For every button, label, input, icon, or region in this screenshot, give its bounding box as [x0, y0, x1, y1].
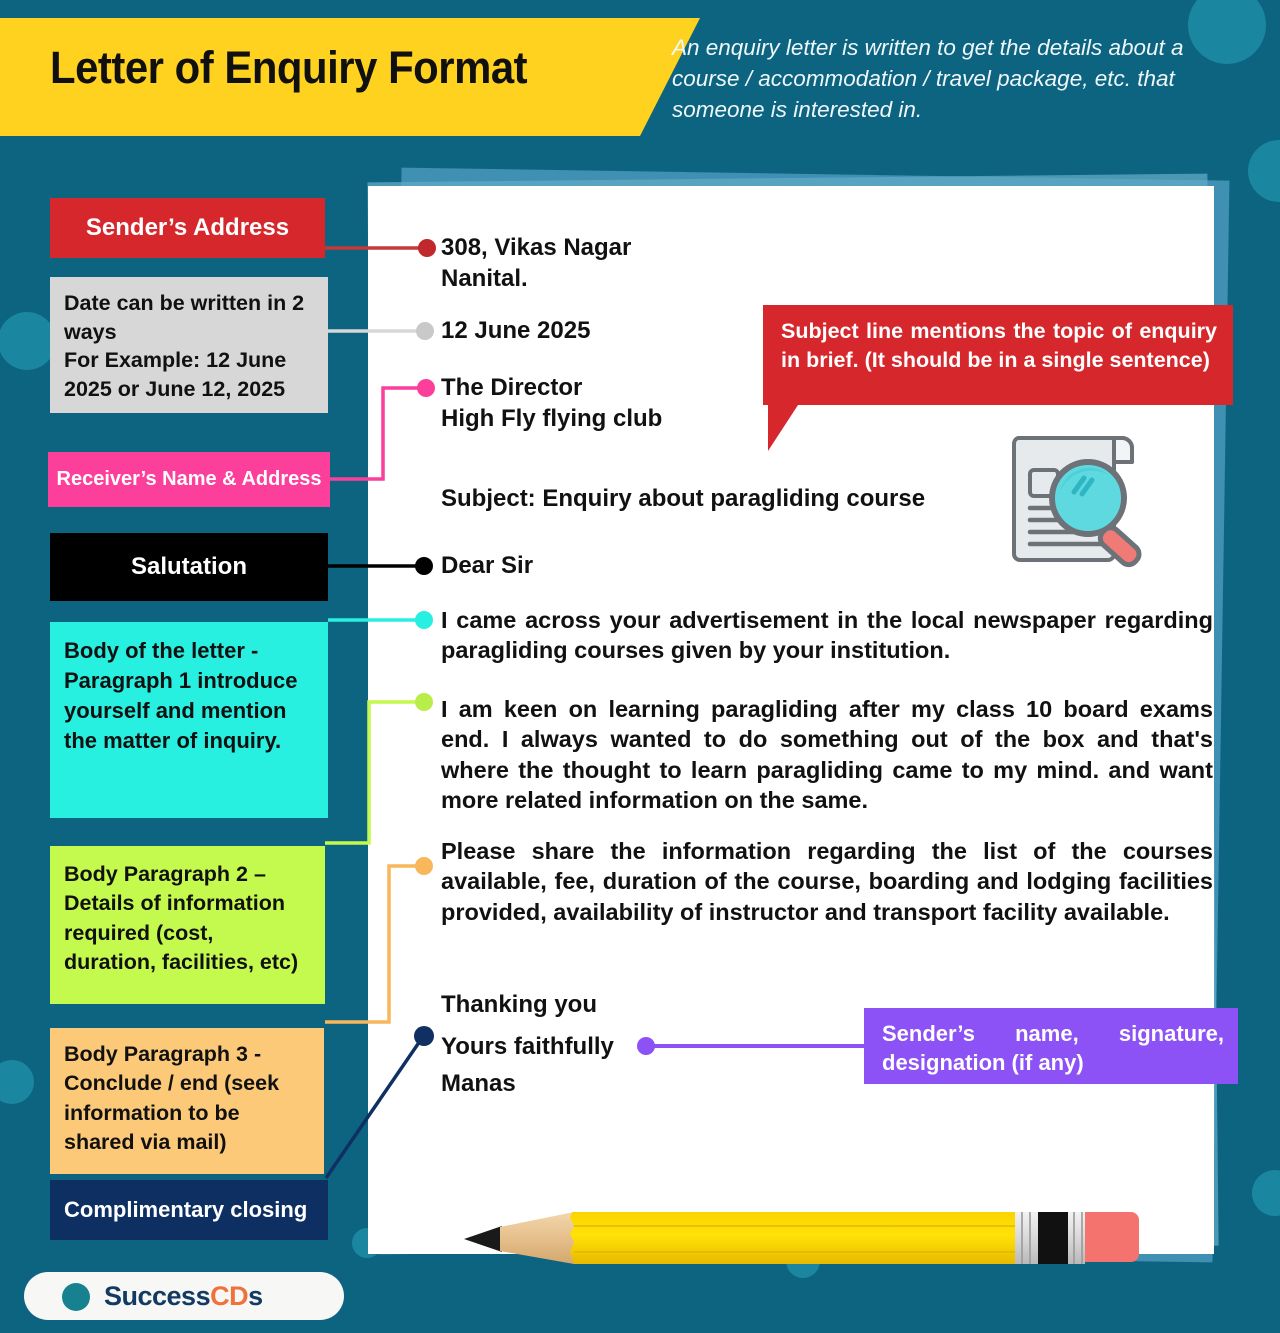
letter-sender-address — [441, 232, 631, 294]
label-body2-text: Body Paragraph 2 – Details of information required (cost, duration, facilities, etc) — [64, 862, 299, 975]
label-date-note-line1: Date can be written in 2 ways — [64, 291, 305, 344]
label-body3-text: Body Paragraph 3 - Conclude / end (seek information to be shared via mail) — [64, 1042, 280, 1155]
letter-receiver-line2: High Fly flying club — [441, 405, 663, 433]
label-receiver-name-address[interactable] — [48, 452, 330, 507]
letter-signature-name: Manas — [441, 1070, 516, 1097]
callout-subject-note-text: Subject line mentions the topic of enquiry in brief. (It should be in a single sentence) — [781, 319, 1217, 372]
logo-text-s: s — [248, 1281, 263, 1311]
label-closing-text: Complimentary closing — [64, 1197, 308, 1222]
label-receiver-text: Receiver’s Name & Address — [56, 468, 322, 490]
logo-text — [104, 1281, 263, 1312]
label-senders-address-text: Sender’s Address — [85, 214, 290, 241]
letter-salutation: Dear Sir — [441, 552, 534, 579]
callout-tail — [768, 405, 798, 451]
callout-signature-note-text: Sender’s name, signature, designation (if any) — [882, 1021, 1224, 1075]
label-body-paragraph-3[interactable] — [50, 1028, 324, 1174]
label-salutation-text: Salutation — [130, 553, 247, 580]
letter-paragraph-2: I am keen on learning paragliding after my class 10 board exams end. I always wanted to do something out of the box and that's where the thought to learn paragliding came to my mind. and want more related information on the same. — [441, 696, 1213, 813]
page-title: Letter of Enquiry Format — [50, 42, 528, 93]
letter-paragraph-1: I came across your advertisement in the local newspaper regarding paragliding courses given by your institution. — [441, 607, 1213, 664]
label-salutation[interactable] — [50, 533, 328, 601]
newspaper-search-icon — [1000, 420, 1160, 570]
label-body1-text: Body of the letter - Paragraph 1 introduce yourself and mention the matter of inquiry. — [64, 638, 298, 754]
letter-date: 12 June 2025 — [441, 317, 591, 344]
label-complimentary-closing[interactable] — [50, 1180, 328, 1240]
label-senders-address[interactable] — [50, 198, 325, 258]
label-date-note-line2: For Example: 12 June 2025 or June 12, 2025 — [64, 348, 287, 401]
letter-subject: Subject: Enquiry about paragliding course — [441, 485, 926, 512]
label-body-paragraph-2[interactable] — [50, 846, 325, 1004]
letter-paragraph-3: Please share the information regarding the list of the courses available, fee, duration of the course, boarding and lodging facilities provided, availability of instructor and transport facility available. — [441, 838, 1213, 925]
letter-address-line1: 308, Vikas Nagar — [441, 234, 632, 261]
letter-yours-faithfully: Yours faithfully — [441, 1033, 614, 1060]
letter-receiver-line1: The Director — [441, 374, 583, 401]
logo-text-success: Success — [104, 1281, 211, 1311]
letter-address-line2: Nanital. — [441, 265, 528, 293]
callout-signature-note[interactable] — [864, 1008, 1238, 1084]
callout-subject-note[interactable] — [763, 305, 1233, 405]
label-date-note[interactable] — [50, 277, 328, 413]
letter-receiver — [441, 372, 662, 434]
letter-thanking: Thanking you — [441, 991, 597, 1018]
header-subtitle: An enquiry letter is written to get the details about a course / accommodation / travel package, etc. that someone is interested in. — [672, 35, 1184, 123]
logo-text-cd: CD — [210, 1281, 249, 1311]
label-body-paragraph-1[interactable] — [50, 622, 328, 818]
pencil-icon — [462, 1206, 1162, 1268]
logo-dot-icon — [62, 1283, 90, 1311]
